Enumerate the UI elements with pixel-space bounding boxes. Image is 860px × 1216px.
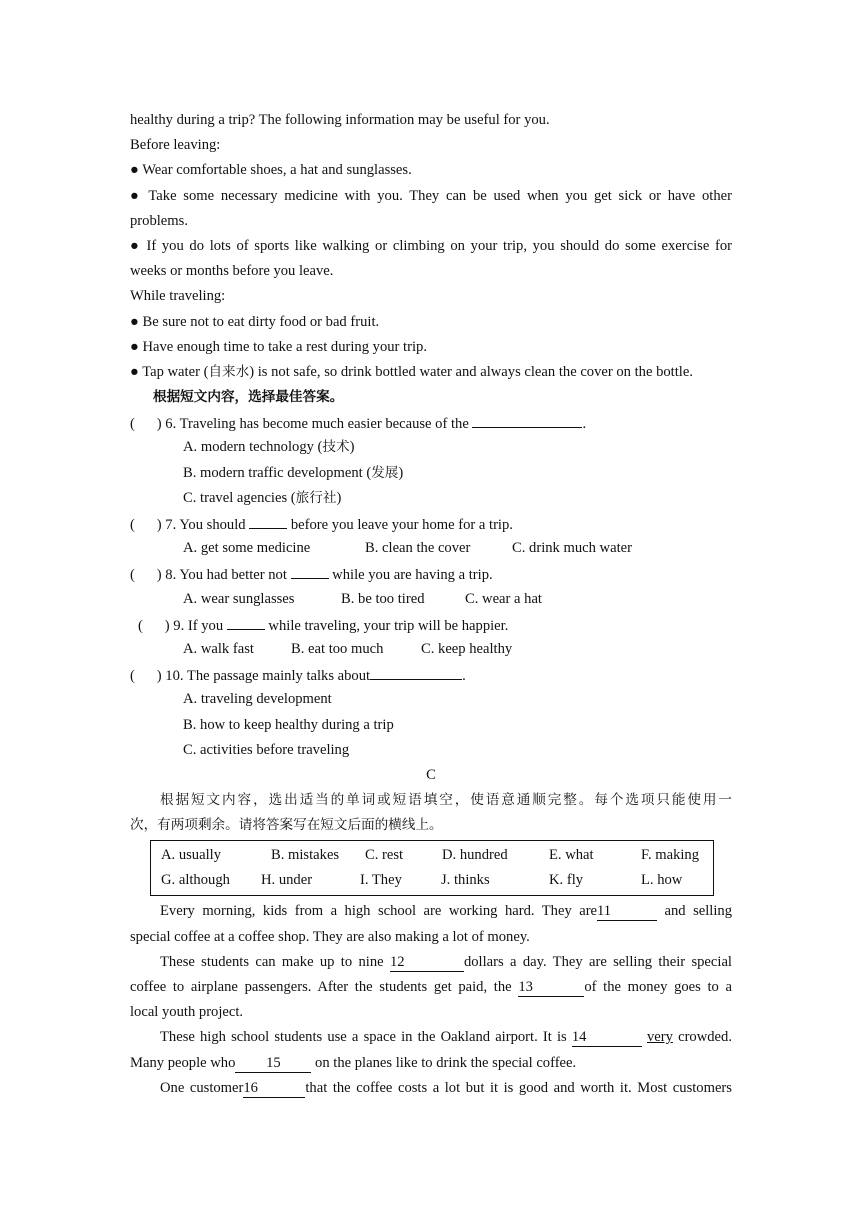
option-c: C. keep healthy (421, 640, 513, 657)
document-page (130, 108, 732, 1101)
option-a: A. get some medicine (183, 540, 311, 557)
passage-line: Every morning, kids from a high school are working hard. They are11 and selling (160, 903, 732, 920)
word-option: H. under (261, 872, 313, 889)
word-box-row (151, 868, 713, 893)
answer-paren[interactable]: ( ) (138, 617, 170, 634)
bullet-item: ● Wear comfortable shoes, a hat and sunglasses. (130, 162, 412, 179)
answer-paren[interactable]: ( ) (130, 567, 162, 584)
bullet-item: ● Take some necessary medicine with you. They can be used when you get sick or have other (130, 187, 732, 204)
fill-blank-12[interactable]: 12 (390, 954, 464, 972)
answer-blank[interactable] (291, 561, 329, 579)
word-box-row (151, 843, 713, 868)
option-b: B. be too tired (341, 590, 425, 607)
options-row (130, 637, 732, 662)
fill-blank-15[interactable]: 15 (235, 1055, 311, 1073)
option-c: C. travel agencies (旅行社) (183, 489, 342, 506)
answer-paren[interactable]: ( ) (130, 416, 162, 433)
passage-line: healthy during a trip? The following information may be useful for you. (130, 112, 550, 128)
question-6: ( ) 6. Traveling has become much easier because of the . (130, 410, 732, 435)
passage-line: special coffee at a coffee shop. They are also making a lot of money. (130, 928, 530, 945)
question-8: ( ) 8. You had better not while you are having a trip. (130, 561, 732, 586)
word-option: A. usually (161, 847, 221, 864)
section-c-title: C (426, 766, 436, 783)
cjk-gloss: 自来水 (208, 363, 250, 380)
word-option: G. although (161, 872, 230, 889)
option-a: A. walk fast (183, 640, 254, 657)
section-b-instruction: 根据短文内容，选择最佳答案。 (153, 389, 344, 406)
bullet-item-continued: problems. (130, 212, 188, 229)
options-row (130, 536, 732, 561)
options-row (130, 587, 732, 612)
option-c: C. wear a hat (465, 590, 542, 607)
question-7: ( ) 7. You should before you leave your home for a trip. (130, 511, 732, 536)
option-c: C. drink much water (512, 540, 632, 557)
option-a: A. traveling development (183, 691, 332, 708)
answer-blank[interactable] (370, 662, 462, 680)
word-option: F. making (641, 847, 700, 864)
passage-line: coffee to airplane passengers. After the students get paid, the 13 of the money goes to a (130, 979, 733, 995)
question-10: ( ) 10. The passage mainly talks about . (130, 662, 732, 687)
word-option: B. mistakes (271, 847, 340, 864)
fill-blank-16[interactable]: 16 (243, 1080, 305, 1098)
answer-paren[interactable]: ( ) (130, 517, 162, 533)
word-option: I. They (360, 872, 402, 889)
option-b: B. modern traffic development (发展) (183, 464, 404, 481)
word-box (150, 840, 714, 896)
question-9: ( ) 9. If you while traveling, your trip will be happier. (130, 612, 732, 637)
bullet-item: ● Be sure not to eat dirty food or bad fruit. (130, 313, 380, 330)
option-a: A. wear sunglasses (183, 590, 295, 607)
passage-line: These students can make up to nine 12 dollars a day. They are selling their special (160, 953, 732, 970)
section-c-instruction: 根据短文内容，选出适当的单词或短语填空，使语意通顺完整。每个选项只能使用一 (160, 792, 732, 809)
word-option: J. thinks (441, 872, 490, 889)
fill-blank-14[interactable]: 14 (572, 1029, 642, 1047)
option-b: B. eat too much (291, 640, 384, 657)
bullet-item: ● Tap water (自来水) is not safe, so drink bottled water and always clean the cover on the bottle. (130, 363, 693, 380)
bullet-item: ● Have enough time to take a rest during your trip. (130, 338, 427, 355)
answer-blank[interactable] (227, 612, 265, 630)
passage-line: These high school students use a space in the Oakland airport. It is 14 very crowded. (160, 1029, 732, 1046)
word-option: K. fly (549, 872, 584, 889)
option-c: C. activities before traveling (183, 741, 350, 758)
passage-line: Many people who 15 on the planes like to drink the special coffee. (130, 1054, 577, 1071)
word-option: C. rest (365, 847, 404, 864)
word-option: L. how (641, 872, 683, 889)
fill-blank-11[interactable]: 11 (597, 903, 657, 921)
bullet-item: ● If you do lots of sports like walking or climbing on your trip, you should do some exercise for (130, 237, 732, 254)
option-b: B. clean the cover (365, 540, 471, 557)
bullet-item-continued: weeks or months before you leave. (130, 263, 334, 280)
answer-blank[interactable] (249, 511, 287, 529)
word-option: D. hundred (442, 847, 508, 864)
fill-blank-13[interactable]: 13 (518, 979, 584, 997)
answer-paren[interactable]: ( ) (130, 668, 162, 685)
passage-line: One customer16 that the coffee costs a lot but it is good and worth it. Most customers (160, 1079, 732, 1096)
passage-line: local youth project. (130, 1004, 244, 1021)
option-b: B. how to keep healthy during a trip (183, 716, 394, 733)
before-leaving-heading: Before leaving: (130, 137, 221, 154)
while-traveling-heading: While traveling: (130, 288, 226, 305)
option-a: A. modern technology (技术) (183, 439, 355, 456)
word-option: E. what (549, 847, 594, 864)
section-c-instruction-continued: 次，有两项剩余。请将答案写在短文后面的横线上。 (130, 817, 443, 834)
answer-blank[interactable] (472, 410, 582, 428)
